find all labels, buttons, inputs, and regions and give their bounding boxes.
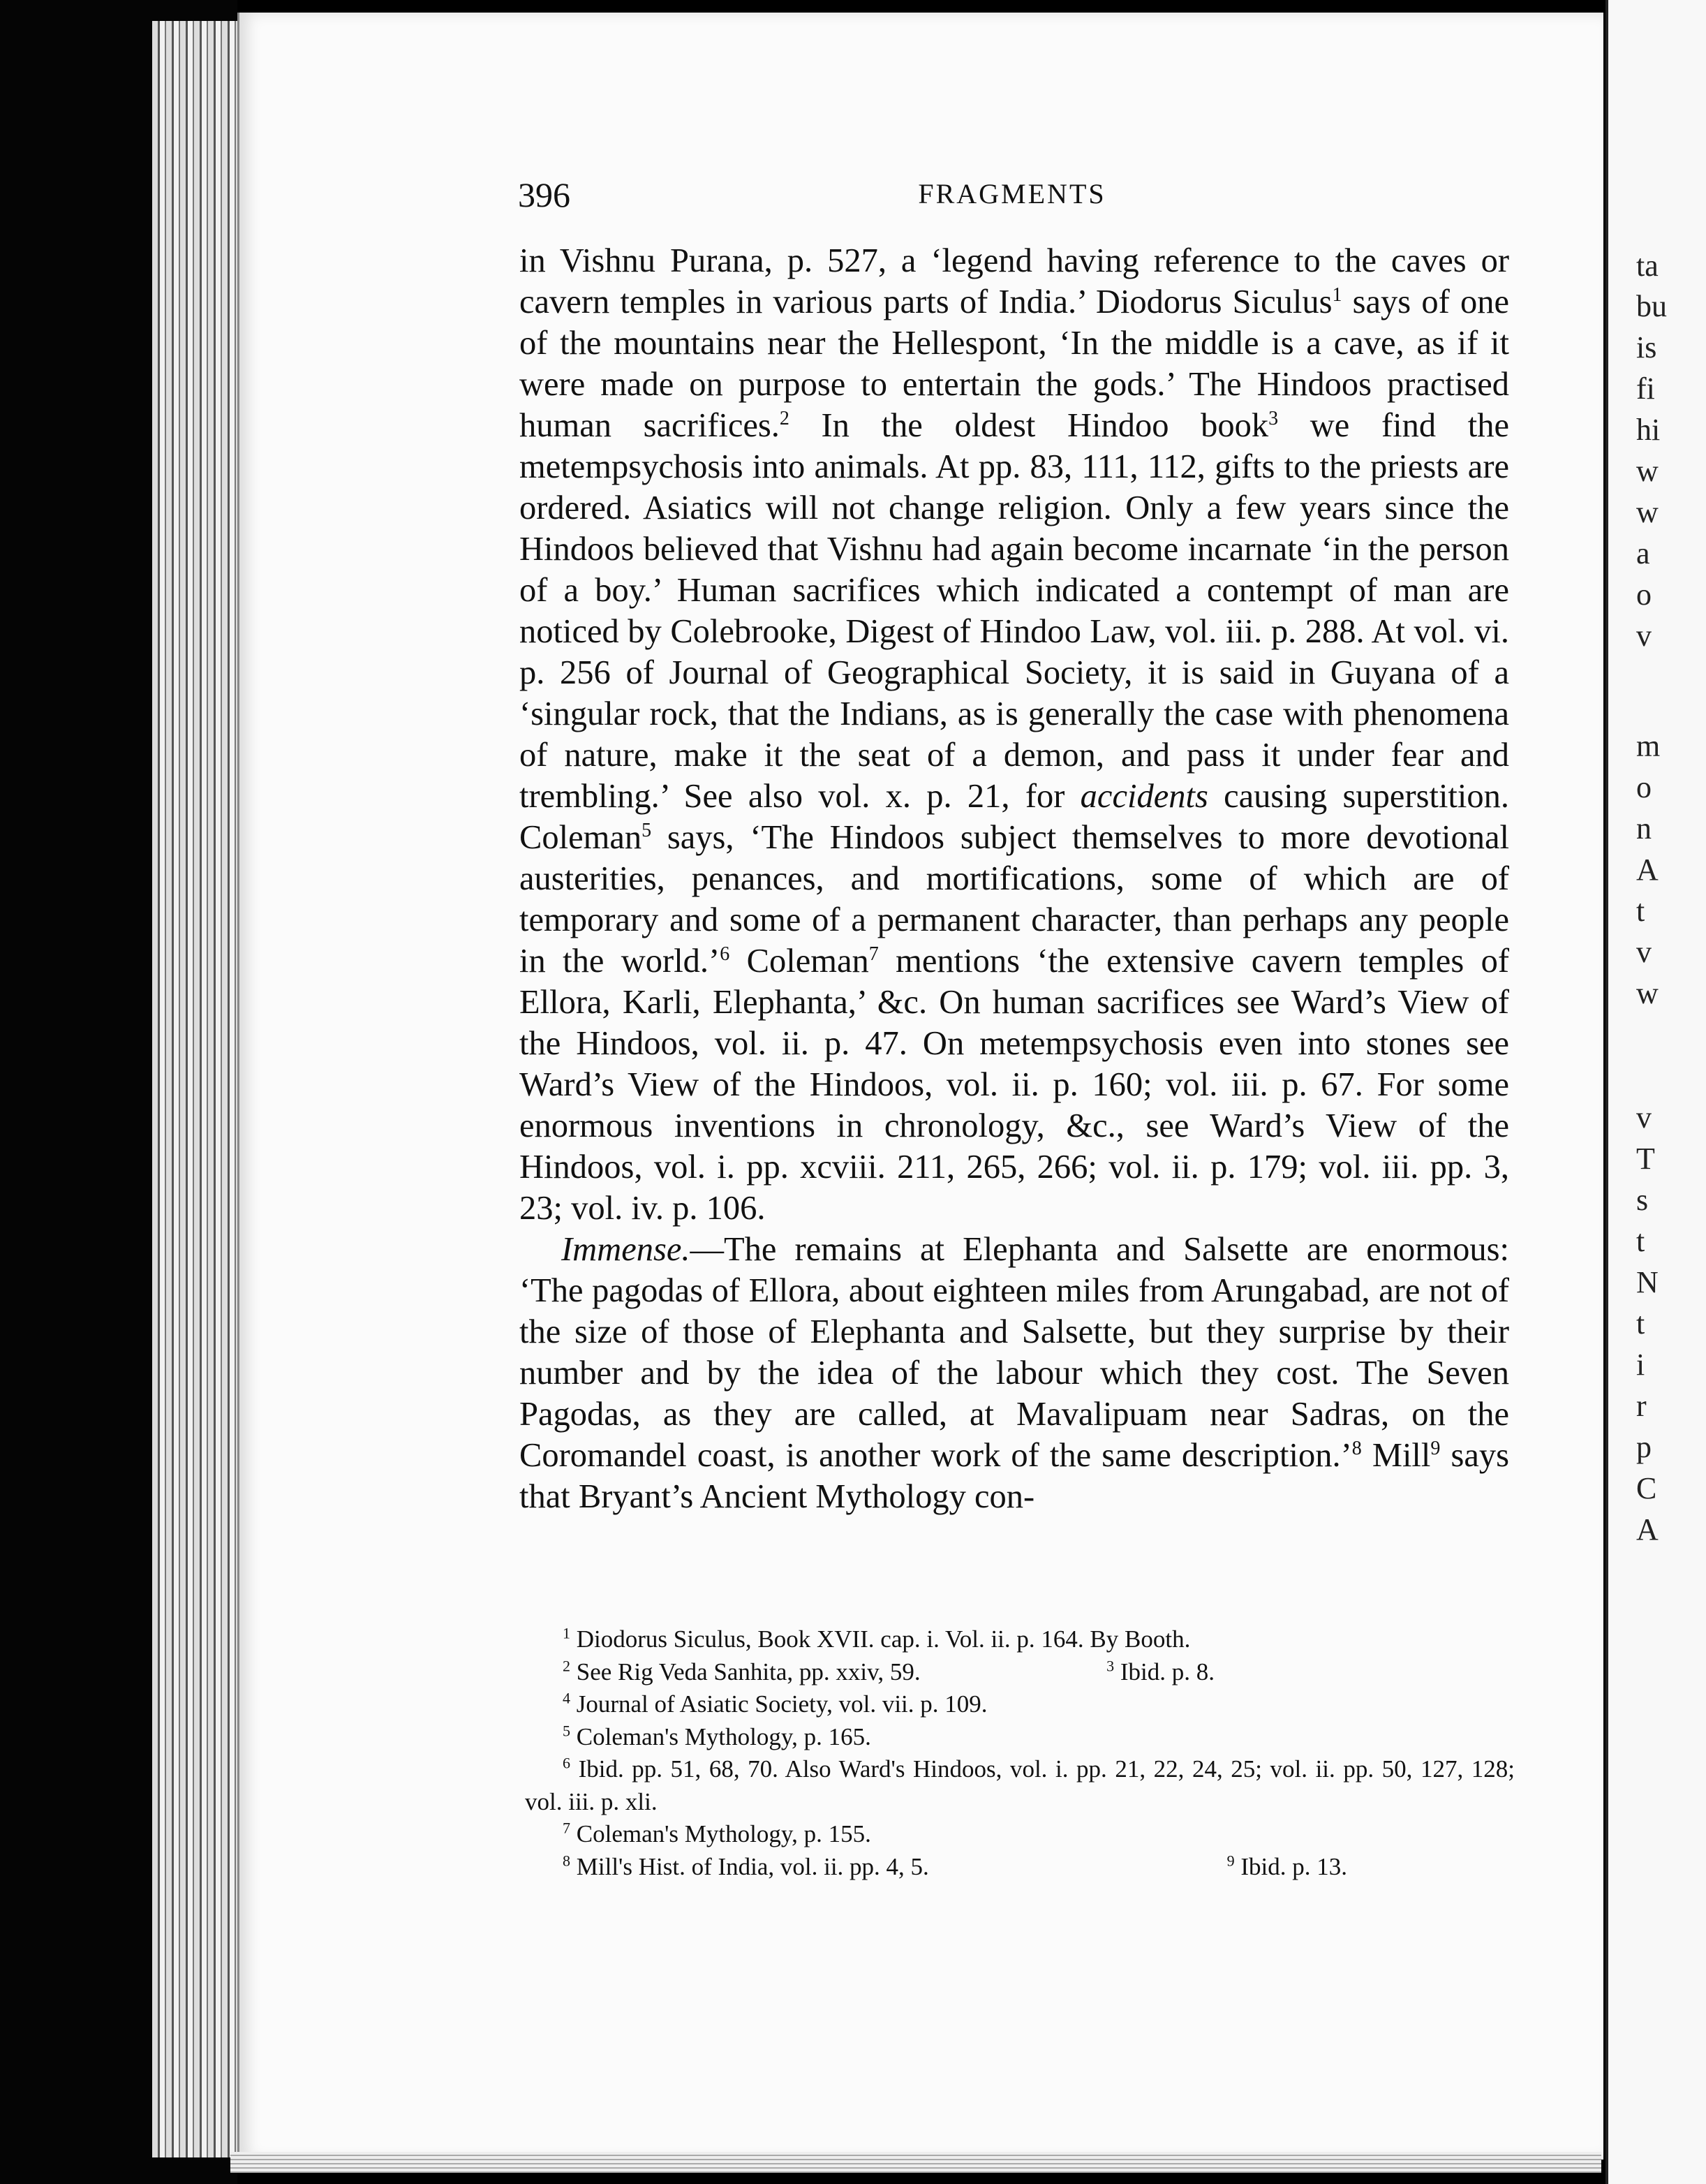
paragraph: in Vishnu Purana, p. 527, a ‘legend having reference to the caves or cavern temples in various parts of India.’ Diodorus Siculus$^1$ says of one of the mountains near the Hellespont, ‘In the middle is a cave, as if it were made on purpose to entertain the gods.’ The Hindoos practised human sacrifices.$^2$ In the oldest Hindoo book$^3$ we find the metempsychosis into animals. At pp. 83, 111, 112, gifts to the priests are ordered. Asiatics will not change religion. Only a few years since the Hindoos believed that Vishnu had again become incarnate ‘in the person of a boy.’ Human sacrifices which indicated a contempt of man are noticed by Colebrooke, Digest of Hindoo Law, vol. iii. p. 288. At vol. vi. p. 256 of Journal of Geographical Society, it is said in Guyana of a ‘singular rock, that the Indians, as is generally the case with phenomena of nature, make it the seat of a demon, and pass it under fear and trembling.’ See also vol. x. p. 21, for accidents causing superstition. Coleman$^5$ says, ‘The Hindoos subject themselves to more devotional austerities, penances, and mortifications, some of which are of temporary and some of a permanent character, than perhaps any people in the world.’$^6$ Coleman$^7$ mentions ‘the extensive cavern temples of Ellora, Karli, Elephanta,’ &c. On human sacrifices see Ward’s View of the Hindoos, vol. ii. p. 47. On metempsychosis even into stones see Ward’s View of the Hindoos, vol. ii. p. 160; vol. iii. p. 67. For some enormous inventions in chronology, &c., see Ward’s View of the Hindoos, vol. i. pp. xcviii. 211, 265, 266; vol. ii. p. 179; vol. iii. pp. 3, 23; vol. iv. p. 106. xyxy=(519,242,1510,1227)
facing-page-fragment: T xyxy=(1636,1142,1655,1176)
facing-page-fragment: s xyxy=(1636,1183,1649,1217)
facing-page-fragment: hi xyxy=(1636,413,1661,447)
facing-page-fragment: w xyxy=(1636,976,1659,1010)
facing-page-fragment: is xyxy=(1636,330,1657,364)
facing-page-fragment: A xyxy=(1636,853,1659,887)
facing-page-fragment: o xyxy=(1636,577,1652,612)
facing-page-fragment: A xyxy=(1636,1512,1659,1547)
facing-page-fragment: n xyxy=(1636,811,1652,846)
footnotes xyxy=(525,1623,1515,1883)
facing-page-fragment: fi xyxy=(1636,371,1655,406)
running-title: FRAGMENTS xyxy=(918,178,1106,209)
facing-page xyxy=(1605,0,1706,2184)
facing-page-fragment: bu xyxy=(1636,289,1667,323)
facing-page-fragment: v xyxy=(1636,1100,1652,1135)
facing-page-fragment: t xyxy=(1636,1306,1645,1341)
page-number: 396 xyxy=(518,175,570,214)
facing-page-fragment: t xyxy=(1636,894,1645,928)
facing-page-fragment: N xyxy=(1636,1265,1659,1299)
facing-page-fragment: p xyxy=(1636,1430,1652,1464)
footnote: $^2$ See Rig Veda Sanhita, pp. xxiv, 59. $^3$ Ibid. p. 8. xyxy=(563,1656,1215,1685)
facing-page-fragment: ta xyxy=(1636,249,1659,283)
page-edges xyxy=(152,21,237,2157)
facing-page-fragment: C xyxy=(1636,1471,1657,1505)
facing-page-fragment: o xyxy=(1636,770,1652,804)
footnote: $^5$ Coleman's Mythology, p. 165. xyxy=(563,1721,871,1750)
footnote: $^4$ Journal of Asiatic Society, vol. vii. p. 109. xyxy=(563,1689,988,1718)
facing-page-fragment: t xyxy=(1636,1224,1645,1258)
facing-page-fragment: m xyxy=(1636,729,1661,763)
facing-page-fragment: r xyxy=(1636,1389,1647,1423)
footnote: $^7$ Coleman's Mythology, p. 155. xyxy=(563,1819,871,1847)
facing-page-fragment: w xyxy=(1636,495,1659,529)
footnote: $^8$ Mill's Hist. of India, vol. ii. pp. 4, 5. $^9$ Ibid. p. 13. xyxy=(563,1851,1347,1880)
footnote: $^6$ Ibid. pp. 51, 68, 70. Also Ward's Hindoos, vol. i. pp. 21, 22, 24, 25; vol. ii. pp. 50, 127, 128; vol. iii. p. xli. xyxy=(525,1754,1515,1815)
footnote: $^1$ Diodorus Siculus, Book XVII. cap. i. Vol. ii. p. 164. By Booth. xyxy=(563,1624,1191,1653)
facing-page-fragment: w xyxy=(1636,454,1659,488)
paragraph: Immense.—The remains at Elephanta and Salsette are enormous: ‘The pagodas of Ellora, about eighteen miles from Arungabad, are not of the size of those of Elephanta and Salsette, but they surprise by their number and by the idea of the labour which they cost. The Seven Pagodas, as they are called, at Mavalipuam near Sadras, on the Coromandel coast, is another work of the same description.’$^8$ Mill$^9$ says that Bryant’s Ancient Mythology con- xyxy=(519,1231,1509,1515)
facing-page-fragment: i xyxy=(1636,1348,1645,1382)
facing-page-fragment: v xyxy=(1636,935,1652,969)
page-header xyxy=(518,175,1506,216)
bottom-page-edges xyxy=(230,2152,1601,2173)
facing-page-fragment: v xyxy=(1636,619,1652,653)
facing-page-fragment: a xyxy=(1636,536,1650,570)
main-text xyxy=(519,240,1509,1517)
